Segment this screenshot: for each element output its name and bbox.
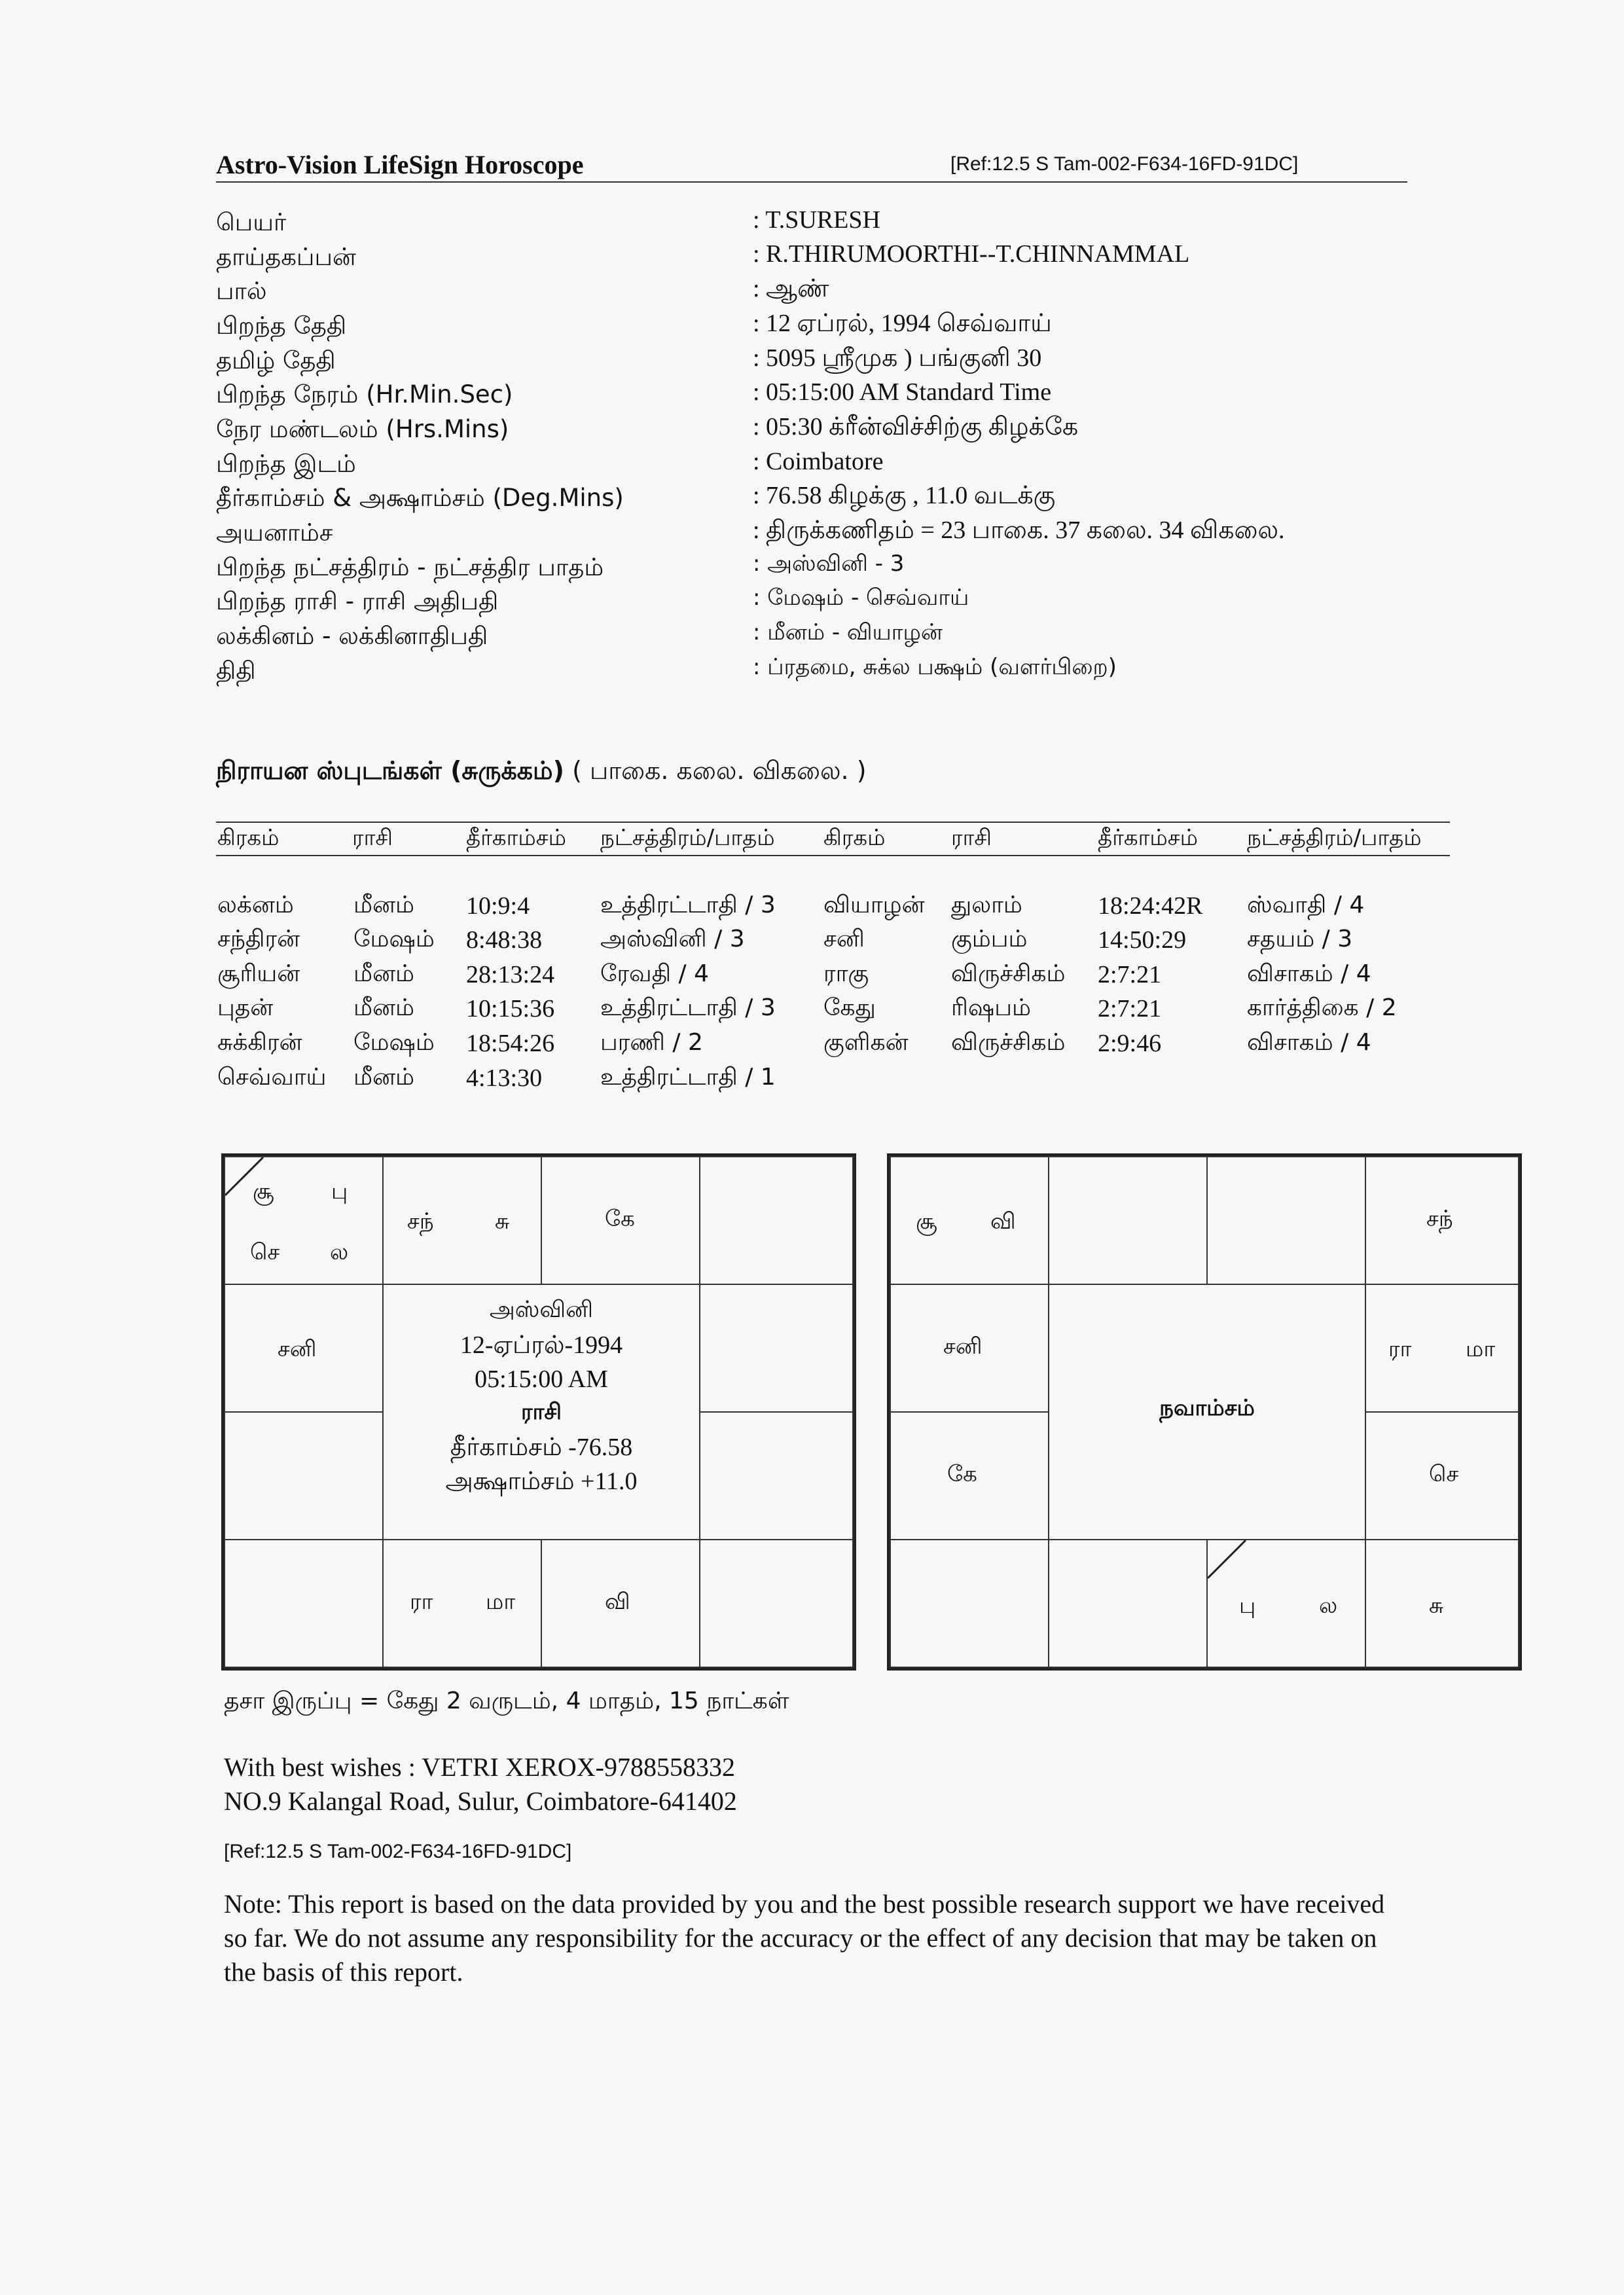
planet-abbr: கே	[947, 1461, 977, 1487]
disclaimer-note: Note: This report is based on the data provided by you and the best possible research support we have received so far. We do not assume any responsibility for the accuracy or the effect of any decision that may be taken on the basis of this report.	[224, 1889, 1385, 1987]
table-cell: மீனம்	[353, 960, 414, 987]
planet-abbr: சனி	[943, 1333, 983, 1360]
rasi-center	[382, 1284, 700, 1540]
table-cell: 10:9:4	[466, 892, 530, 920]
header-top-rule	[216, 822, 1450, 823]
planet-abbr: ரா	[1388, 1336, 1412, 1362]
chart-start-mark	[1208, 1540, 1247, 1580]
detail-value: : 5095 ஸ்ரீமுக ) பங்குனி 30	[753, 344, 1042, 372]
rasi-house	[224, 1156, 384, 1285]
table-cell: கேது	[823, 994, 876, 1021]
table-cell: ரிஷபம்	[951, 994, 1031, 1021]
table-cell: விசாகம் / 4	[1247, 1029, 1371, 1056]
detail-label: அயனாம்ச	[216, 518, 333, 547]
detail-value: : 76.58 கிழக்கு , 11.0 வடக்கு	[753, 482, 1056, 509]
planet-abbr: ல	[1319, 1593, 1338, 1619]
header-rule	[216, 181, 1407, 183]
table-cell: 8:48:38	[466, 926, 543, 954]
table-cell: ராகு	[823, 960, 869, 987]
table-cell: உத்திரட்டாதி / 3	[600, 892, 776, 918]
rasi-chart	[221, 1153, 856, 1671]
table-cell: லக்னம்	[217, 892, 294, 918]
table-cell: விசாகம் / 4	[1247, 960, 1371, 987]
navamsa-house	[890, 1284, 1049, 1413]
rasi-house	[224, 1539, 384, 1668]
detail-value: : மேஷம் - செவ்வாய்	[753, 585, 969, 611]
table-cell: 10:15:36	[466, 995, 555, 1022]
planet-abbr: சு	[495, 1208, 510, 1235]
planet-abbr: சு	[1429, 1593, 1444, 1619]
table-cell: மேஷம்	[353, 1029, 435, 1056]
planet-table-title	[216, 756, 867, 789]
col-header: கிரகம்	[823, 825, 886, 851]
rasi-house	[699, 1156, 854, 1285]
rasi-house	[699, 1539, 854, 1668]
planet-abbr: செ	[250, 1239, 280, 1265]
table-cell: ஸ்வாதி / 4	[1247, 892, 1365, 918]
center-date: 12-ஏப்ரல்-1994	[460, 1331, 623, 1359]
report-title: Astro-Vision LifeSign Horoscope	[216, 150, 584, 179]
center-time: 05:15:00 AM	[475, 1365, 608, 1393]
planet-abbr: வி	[990, 1208, 1016, 1235]
col-header: தீர்காம்சம்	[466, 825, 566, 851]
col-header: கிரகம்	[217, 825, 280, 851]
planet-abbr: ல	[330, 1239, 349, 1265]
detail-value: : Coimbatore	[753, 448, 884, 475]
dasa-balance: தசா இருப்பு = கேது 2 வருடம், 4 மாதம், 15 நாட்கள்	[224, 1688, 789, 1714]
planet-abbr: மா	[486, 1589, 516, 1615]
rasi-house	[224, 1411, 384, 1540]
planet-abbr: சந்	[407, 1208, 434, 1235]
rasi-house	[541, 1539, 700, 1668]
navamsa-chart	[887, 1153, 1522, 1671]
detail-value: : R.THIRUMOORTHI--T.CHINNAMMAL	[753, 240, 1190, 268]
table-cell: கும்பம்	[951, 926, 1028, 952]
rasi-house	[699, 1284, 854, 1413]
detail-value: : மீனம் - வியாழன்	[753, 619, 943, 645]
table-cell: மேஷம்	[353, 926, 435, 952]
detail-value: : ப்ரதமை, சுக்ல பக்ஷம் (வளர்பிறை)	[753, 654, 1117, 680]
detail-label: பிறந்த நட்சத்திரம் - நட்சத்திர பாதம்	[216, 553, 604, 581]
navamsa-house	[890, 1411, 1049, 1540]
detail-label: பெயர்	[216, 208, 287, 236]
table-cell: உத்திரட்டாதி / 1	[600, 1064, 776, 1091]
navamsa-house	[1365, 1539, 1519, 1668]
detail-value: : திருக்கணிதம் = 23 பாகை. 37 கலை. 34 விகலை.	[753, 516, 1285, 544]
rasi-house	[541, 1156, 700, 1285]
detail-label: திதி	[216, 657, 256, 685]
table-cell: ரேவதி / 4	[600, 960, 710, 987]
center-star: அஸ்வினி	[489, 1297, 594, 1323]
center-latitude: அக்ஷாம்சம் +11.0	[445, 1468, 638, 1495]
detail-label: பால்	[216, 277, 267, 305]
detail-label: லக்கினம் - லக்கினாதிபதி	[216, 622, 488, 650]
detail-label: தாய்தகப்பன்	[216, 243, 356, 271]
table-cell: செவ்வாய்	[217, 1064, 327, 1091]
detail-value: : ஆண்	[753, 275, 829, 302]
rasi-house	[382, 1156, 542, 1285]
header-bottom-rule	[216, 855, 1450, 856]
planet-abbr: ரா	[410, 1589, 433, 1615]
table-cell: மீனம்	[353, 892, 414, 918]
col-header: நட்சத்திரம்/பாதம்	[600, 825, 775, 851]
table-cell: குளிகன்	[823, 1029, 909, 1056]
navamsa-house	[890, 1539, 1049, 1668]
wishes-line: With best wishes : VETRI XEROX-9788558332	[224, 1752, 735, 1782]
detail-label: பிறந்த தேதி	[216, 312, 347, 340]
table-cell: பரணி / 2	[600, 1029, 703, 1056]
detail-value: : T.SURESH	[753, 206, 880, 234]
planet-abbr: பு	[1239, 1593, 1256, 1619]
detail-value: : 05:30 க்ரீன்விச்சிற்கு கிழக்கே	[753, 413, 1079, 441]
table-cell: மீனம்	[353, 994, 414, 1021]
table-cell: 2:7:21	[1098, 995, 1162, 1022]
planet-abbr: செ	[1429, 1461, 1459, 1487]
footer-ref: [Ref:12.5 S Tam-002-F634-16FD-91DC]	[224, 1841, 572, 1862]
planet-abbr: சூ	[916, 1208, 937, 1235]
table-cell: 2:7:21	[1098, 961, 1162, 988]
detail-label: நேர மண்டலம் (Hrs.Mins)	[216, 415, 509, 443]
table-cell: சுக்கிரன்	[217, 1029, 302, 1056]
rasi-house	[699, 1411, 854, 1540]
navamsa-house	[1365, 1284, 1519, 1413]
col-header: தீர்காம்சம்	[1098, 825, 1198, 851]
detail-label: பிறந்த இடம்	[216, 450, 356, 478]
table-cell: 28:13:24	[466, 961, 555, 988]
planet-abbr: கே	[605, 1206, 635, 1232]
planet-table-subtitle: ( பாகை. கலை. விகலை. )	[572, 756, 867, 785]
center-longitude: தீர்காம்சம் -76.58	[450, 1434, 633, 1461]
table-cell: வியாழன்	[823, 892, 925, 918]
navamsa-house	[1206, 1156, 1366, 1285]
detail-label: தமிழ் தேதி	[216, 346, 336, 374]
detail-value: : 05:15:00 AM Standard Time	[753, 378, 1052, 406]
table-cell: 18:24:42R	[1098, 892, 1203, 920]
detail-label: பிறந்த நேரம் (Hr.Min.Sec)	[216, 380, 513, 408]
table-cell: அஸ்வினி / 3	[600, 926, 745, 952]
planet-abbr: மா	[1466, 1336, 1496, 1362]
planet-abbr: சனி	[278, 1336, 317, 1362]
table-cell: துலாம்	[951, 892, 1022, 918]
navamsa-label: நவாம்சம்	[1159, 1395, 1255, 1421]
table-cell: சூரியன்	[217, 960, 300, 987]
navamsa-house	[1048, 1539, 1208, 1668]
table-cell: கார்த்திகை / 2	[1247, 994, 1397, 1021]
table-cell: சனி	[823, 926, 865, 952]
navamsa-house	[1365, 1411, 1519, 1540]
detail-label: பிறந்த ராசி - ராசி அதிபதி	[216, 587, 499, 615]
navamsa-center	[1048, 1284, 1366, 1540]
table-cell: மீனம்	[353, 1064, 414, 1091]
planet-abbr: சந்	[1426, 1206, 1453, 1232]
table-cell: 2:9:46	[1098, 1030, 1162, 1057]
rasi-house	[382, 1539, 542, 1668]
navamsa-house	[1048, 1156, 1208, 1285]
col-header: ராசி	[352, 825, 393, 851]
table-cell: விருச்சிகம்	[951, 1029, 1066, 1056]
planet-abbr: பு	[331, 1178, 348, 1204]
table-cell: 18:54:26	[466, 1030, 555, 1057]
table-cell: சதயம் / 3	[1247, 926, 1353, 952]
report-ref: [Ref:12.5 S Tam-002-F634-16FD-91DC]	[950, 153, 1299, 175]
rasi-house	[224, 1284, 384, 1413]
planet-abbr: சூ	[253, 1178, 274, 1204]
table-cell: 14:50:29	[1098, 926, 1187, 954]
planet-table-title-main: நிராயன ஸ்புடங்கள் (சுருக்கம்)	[216, 756, 564, 785]
table-cell: சந்திரன்	[217, 926, 300, 952]
table-cell: விருச்சிகம்	[951, 960, 1066, 987]
col-header: ராசி	[951, 825, 992, 851]
address-line: NO.9 Kalangal Road, Sulur, Coimbatore-641402	[224, 1786, 737, 1816]
table-cell: புதன்	[217, 994, 274, 1021]
planet-abbr: வி	[605, 1589, 630, 1615]
col-header: நட்சத்திரம்/பாதம்	[1247, 825, 1422, 851]
table-cell: உத்திரட்டாதி / 3	[600, 994, 776, 1021]
detail-value: : அஸ்வினி - 3	[753, 551, 905, 577]
table-cell: 4:13:30	[466, 1064, 543, 1092]
detail-value: : 12 ஏப்ரல், 1994 செவ்வாய்	[753, 310, 1052, 337]
navamsa-house	[1365, 1156, 1519, 1285]
center-label: ராசி	[521, 1399, 562, 1425]
navamsa-house	[890, 1156, 1049, 1285]
detail-label: தீர்காம்சம் & அக்ஷாம்சம் (Deg.Mins)	[216, 484, 624, 512]
navamsa-house	[1206, 1539, 1366, 1668]
